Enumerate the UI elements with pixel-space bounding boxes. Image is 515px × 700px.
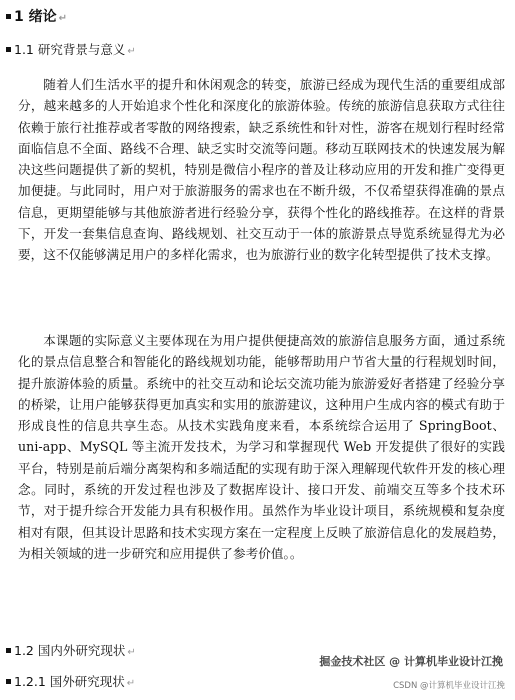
heading-bullet [6,648,11,653]
csdn-watermark: CSDN @计算机毕业设计江挽 [393,681,505,691]
subsection-title: 1.2.1 国外研究现状 [14,674,125,689]
body-paragraph-1: 随着人们生活水平的提升和休闲观念的转变，旅游已经成为现代生活的重要组成部分，越来越多的人开始追求个性化和深度化的旅游体验。传统的旅游信息获取方式往往依赖于旅行社推荐或者零散的网络搜索，缺乏系统性和针对性，游客在规划行程时经常面临信息不全面、路线不合理、缺乏实时交流等问题。移动互联网技术的快速发展为解决这些问题提供了新的契机，特别是微信小程序的普及让移动应用的开发和推广变得更加便捷。与此同时，用户对于旅游服务的需求也在不断升级，不仅希望获得准确的景点信息，更期望能够与其他旅游者进行经验分享，获得个性化的路线推荐。在这样的背景下，开发一套集信息查询、路线规划、社交互动于一体的旅游景点导览系统显得尤为必要，这不仅能够满足用户的多样化需求，也为旅游行业的数字化转型提供了技术支撑。 [18,77,505,263]
paragraph-mark-icon: ↵ [126,678,136,689]
paragraph-mark-icon: ↵ [58,13,68,24]
heading-bullet [6,679,11,684]
body-paragraph-2: 本课题的实际意义主要体现在为用户提供便捷高效的旅游信息服务方面，通过系统化的景点信息整合和智能化的路线规划功能，能够帮助用户节省大量的行程规划时间，提升旅游体验的质量。系统中的社交互动和论坛交流功能为旅游爱好者搭建了经验分享的桥梁，让用户能够获得更加真实和实用的旅游建议，这种用户生成内容的模式有助于形成良性的信息共享生态。从技术实践角度来看，本系统综合运用了 SpringBoot、uni-app、MySQL 等主流开发技术，为学习和掌握现代 Web 开发提供了很好的实践平台，特别是前后端分离架构和多端适配的实现有助于深入理解现代软件开发的核心理念。同时，系统的开发过程也涉及了数据库设计、接口开发、前端交互等多个技术环节，对于提升综合开发能力具有积极作用。虽然作为毕业设计项目，系统规模和复杂度相对有限，但其设计思路和技术实现方案在一定程度上反映了旅游信息化的发展趋势，为相关领域的进一步研究和应用提供了参考价值。。 [18,333,505,561]
section-title: 1.2 国内外研究现状 [14,643,126,658]
chapter-heading [6,6,67,26]
heading-bullet [6,47,11,52]
section-title: 1.1 研究背景与意义 [14,42,126,57]
juejin-watermark: 掘金技术社区 @ 计算机毕业设计江挽 [319,655,503,668]
section-heading-background [6,40,136,58]
heading-bullet [6,14,11,19]
section-heading-domestic [6,641,136,659]
chapter-title: 1 绪论 [14,9,57,25]
subsection-heading-foreign [6,672,135,690]
paragraph-mark-icon: ↵ [127,46,136,57]
paragraph-mark-icon: ↵ [127,647,136,658]
